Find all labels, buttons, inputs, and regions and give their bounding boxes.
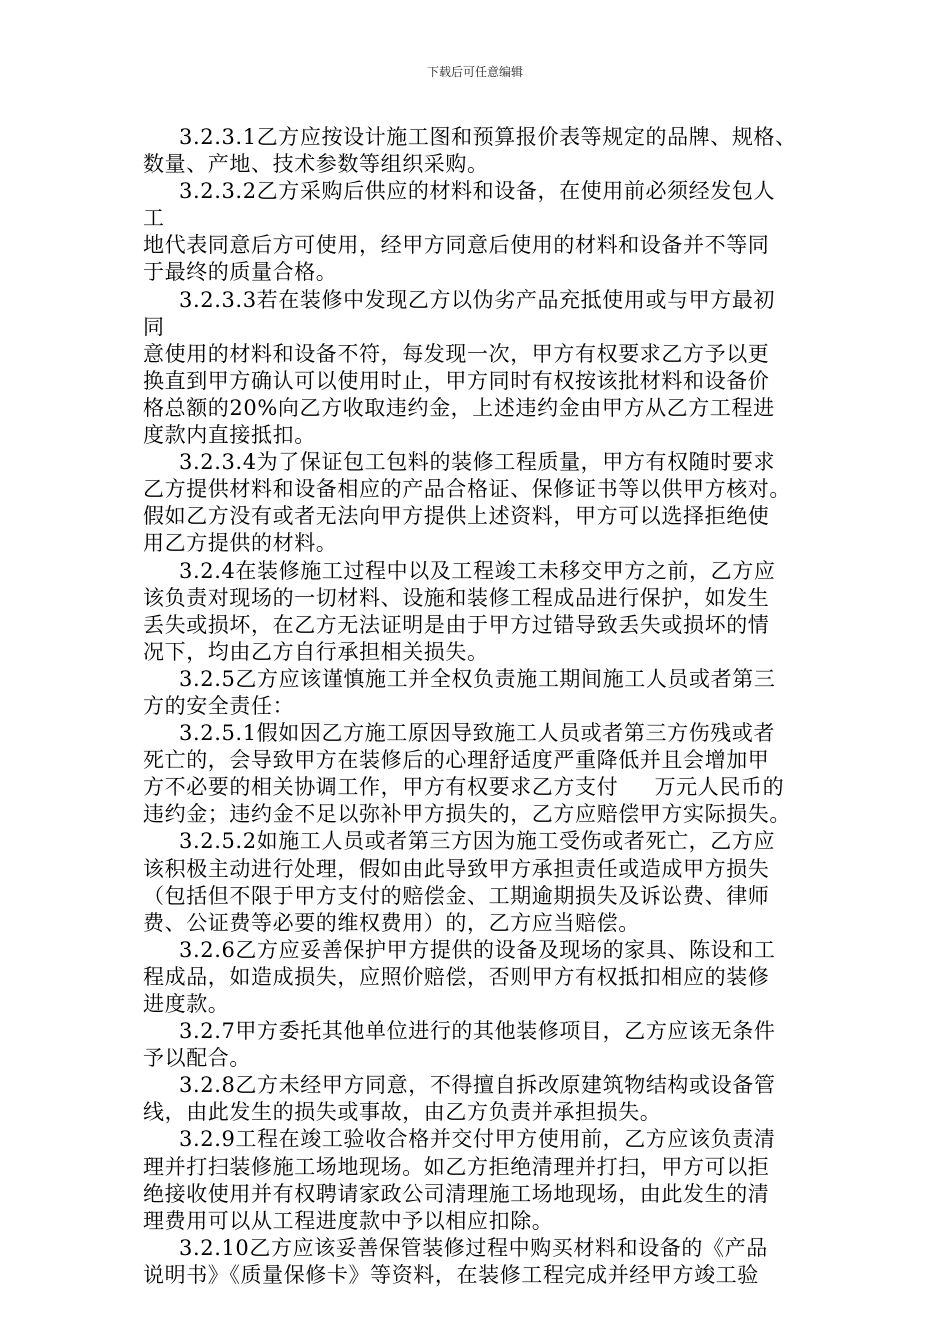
text-line: 予以配合。 (143, 1046, 251, 1071)
text-line: （包括但不限于甲方支付的赔偿金、工期逾期损失及诉讼费、律师 (143, 883, 770, 908)
text-line: 数量、产地、技术参数等组织采购。 (143, 152, 489, 177)
clause-first-line: 3.2.3.3若在装修中发现乙方以伪劣产品充抵使用或与甲方最初 (179, 287, 776, 312)
clause-first-line: 3.2.8乙方未经甲方同意，不得擅自拆改原建筑物结构或设备管 (179, 1073, 776, 1098)
text-line: 线，由此发生的损失或事故，由乙方负责并承担损失。 (143, 1100, 662, 1125)
text-line: 方不必要的相关协调工作，甲方有权要求乙方支付 万元人民币的 (143, 775, 785, 800)
clause-first-line: 3.2.10乙方应该妥善保管装修过程中购买材料和设备的《产品 (179, 1235, 768, 1260)
text-line: 费、公证费等必要的维权费用）的，乙方应当赔偿。 (143, 910, 640, 935)
clause-first-line: 3.2.9工程在竣工验收合格并交付甲方使用前，乙方应该负责清 (179, 1127, 776, 1152)
text-line: 工 (143, 206, 165, 231)
text-line: 该负责对现场的一切材料、设施和装修工程成品进行保护，如发生 (143, 585, 770, 610)
text-line: 格总额的20%向乙方收取违约金，上述违约金由甲方从乙方工程进 (143, 395, 775, 420)
text-line: 同 (143, 314, 165, 339)
clause-first-line: 3.2.7甲方委托其他单位进行的其他装修项目，乙方应该无条件 (179, 1019, 776, 1044)
clause-first-line: 3.2.3.2乙方采购后供应的材料和设备，在使用前必须经发包人 (179, 179, 776, 204)
clause-first-line: 3.2.3.4为了保证包工包料的装修工程质量，甲方有权随时要求 (179, 450, 776, 475)
clause-first-line: 3.2.3.1乙方应按设计施工图和预算报价表等规定的品牌、规格、 (179, 125, 797, 149)
text-line: 于最终的质量合格。 (143, 260, 338, 285)
text-line: 理费用可以从工程进度款中予以相应扣除。 (143, 1208, 554, 1233)
text-line: 程成品，如造成损失，应照价赔偿，否则甲方有权抵扣相应的装修 (143, 964, 770, 989)
text-line: 绝接收使用并有权聘请家政公司清理施工场地现场，由此发生的清 (143, 1181, 770, 1206)
text-line: 丢失或损坏，在乙方无法证明是由于甲方过错导致丢失或损坏的情 (143, 612, 770, 637)
clause-first-line: 3.2.5乙方应该谨慎施工并全权负责施工期间施工人员或者第三 (179, 666, 776, 691)
text-line: 假如乙方没有或者无法向甲方提供上述资料，甲方可以选择拒绝使 (143, 504, 770, 529)
text-line: 方的安全责任： (143, 693, 295, 718)
text-line: 度款内直接抵扣。 (143, 423, 316, 448)
text-line: 进度款。 (143, 992, 230, 1016)
text-line: 况下，均由乙方自行承担相关损失。 (143, 639, 489, 664)
text-line: 说明书》《质量保修卡》等资料，在装修工程完成并经甲方竣工验 (143, 1262, 759, 1287)
text-line: 乙方提供材料和设备相应的产品合格证、保修证书等以供甲方核对。 (143, 477, 791, 502)
text-line: 地代表同意后方可使用，经甲方同意后使用的材料和设备并不等同 (143, 233, 770, 258)
document-body (143, 124, 823, 1289)
page-header: 下载后可任意编辑 (426, 65, 523, 79)
text-line: 违约金；违约金不足以弥补甲方损失的，乙方应赔偿甲方实际损失。 (143, 802, 791, 827)
text-line: 意使用的材料和设备不符，每发现一次，甲方有权要求乙方予以更 (143, 341, 770, 366)
text-line: 理并打扫装修施工场地现场。如乙方拒绝清理并打扫，甲方可以拒 (143, 1154, 770, 1179)
clause-first-line: 3.2.5.1假如因乙方施工原因导致施工人员或者第三方伤残或者 (179, 721, 776, 746)
text-line: 死亡的，会导致甲方在装修后的心理舒适度严重降低并且会增加甲 (143, 748, 770, 773)
clause-first-line: 3.2.5.2如施工人员或者第三方因为施工受伤或者死亡，乙方应 (179, 829, 776, 854)
text-line: 用乙方提供的材料。 (143, 531, 338, 556)
text-line: 换直到甲方确认可以使用时止，甲方同时有权按该批材料和设备价 (143, 368, 770, 393)
clause-first-line: 3.2.4在装修施工过程中以及工程竣工未移交甲方之前，乙方应 (179, 558, 776, 583)
text-line: 该积极主动进行处理，假如由此导致甲方承担责任或造成甲方损失 (143, 856, 770, 881)
clause-first-line: 3.2.6乙方应妥善保护甲方提供的设备及现场的家具、陈设和工 (179, 937, 776, 962)
